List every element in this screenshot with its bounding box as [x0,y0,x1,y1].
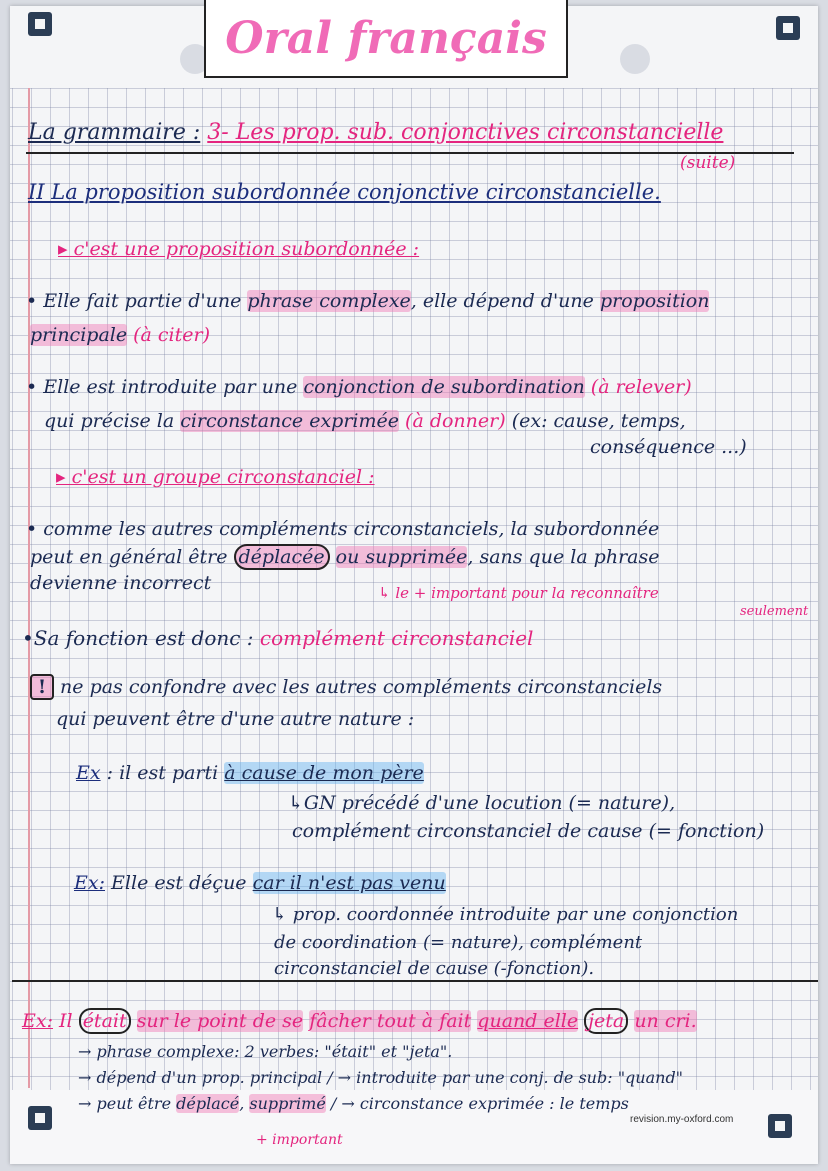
fonction-value: complément circonstanciel [259,626,534,650]
paragraph-3-line-2 [30,546,660,568]
punch-hole [620,44,650,74]
text: sur le point de se [136,1010,304,1032]
circled-etait: était [79,1008,131,1034]
text: un cri. [634,1010,697,1032]
example-3-line-3: → dépend d'un prop. principal / → introduite par une conj. de sub: "quand" [78,1068,684,1087]
paragraph-3-line-3: devienne incorrect [30,572,212,594]
paragraph-1-line-2 [30,324,210,346]
example-1-line-1 [76,762,424,784]
paragraph-2-line-2 [44,410,686,432]
text: , elle dépend d'une [410,290,594,312]
corner-mark-icon [768,1114,792,1138]
note-important: ↳ le + important pour la reconnaître [378,584,659,602]
section-2-title: II La proposition subordonnée conjonctive circonstancielle. [28,180,661,204]
note-a-citer: (à citer) [133,324,211,346]
paragraph-3-line-1: • comme les autres compléments circonstanciels, la subordonnée [26,518,660,540]
text: , sans que la phrase [467,546,660,568]
example-1-line-2: ↳GN précédé d'une locution (= nature), [288,792,676,814]
example-3-line-1 [22,1010,697,1032]
paragraph-2-line-1 [26,376,692,398]
highlight-deplace: déplacé [176,1094,240,1113]
text: : il est parti [106,762,219,784]
heading-suite: (suite) [680,153,736,173]
example-1-line-3: complément circonstanciel de cause (= fonction) [292,820,765,842]
example-2-line-4: circonstanciel de cause (-fonction). [274,958,595,979]
example-2-line-3: de coordination (= nature), complément [274,932,643,953]
text: •Sa fonction est donc : [22,626,254,650]
text: peut en général être [30,546,228,568]
note-a-donner: (à donner) [405,410,506,432]
divider [12,980,818,982]
circled-deplacee: déplacée [234,544,330,570]
highlight-a-cause: à cause de mon père [224,762,424,784]
note-seulement: seulement [740,604,809,619]
example-3-line-4 [78,1094,629,1113]
paragraph-4 [22,626,533,650]
heading-underline [26,152,794,154]
text: Elle est déçue [111,872,247,894]
highlight-supprime: supprimé [249,1094,326,1113]
paragraph-5-line-1 [30,674,662,700]
text: • Elle fait partie d'une [26,290,242,312]
example-label: Ex: [74,872,105,894]
text: quand elle [477,1010,579,1032]
circled-jeta: jeta [584,1008,628,1034]
example-label: Ex: [22,1010,53,1032]
footer-url: revision.my-oxford.com [630,1114,734,1125]
example-3-line-2: → phrase complexe: 2 verbes: "était" et "jeta". [78,1042,453,1061]
text: qui précise la [44,410,175,432]
example-2-line-1 [74,872,446,894]
heading-topic: 3- Les prop. sub. conjonctives circonstancielle [207,120,724,145]
subheading-groupe-circonstanciel: ▸ c'est un groupe circonstanciel : [56,466,375,488]
corner-mark-icon [776,16,800,40]
note-a-relever: (à relever) [590,376,692,398]
text: • Elle est introduite par une [26,376,298,398]
text: → peut être [78,1094,172,1113]
corner-mark-icon [28,12,52,36]
text: Il [59,1010,73,1032]
paragraph-5-line-2: qui peuvent être d'une autre nature : [56,708,415,730]
highlight-supprimee: ou supprimée [335,546,468,568]
highlight-proposition: proposition [599,290,710,312]
example-2-line-2: ↳ prop. coordonnée introduite par une conjonction [272,904,739,925]
note-plus-important: + important [256,1132,343,1148]
example-label: Ex [76,762,101,784]
highlight-circonstance: circonstance exprimée [180,410,399,432]
title-box [204,0,568,78]
highlight-phrase-complexe: phrase complexe [247,290,411,312]
highlight-car: car il n'est pas venu [252,872,446,894]
paragraph-1-line-1 [26,290,709,312]
heading-prefix: La grammaire : [28,120,201,145]
text: , [239,1094,245,1113]
heading-line [28,120,723,145]
page-title: Oral français [225,12,547,64]
text: (ex: cause, temps, [511,410,686,432]
warning-icon: ! [30,674,54,700]
text: / → circonstance exprimée : le temps [330,1094,629,1113]
corner-mark-icon [28,1106,52,1130]
highlight-principale: principale [30,324,128,346]
subheading-subordonnee: ▸ c'est une proposition subordonnée : [58,238,420,260]
paragraph-2-line-3: conséquence ...) [590,436,747,458]
text: ne pas confondre avec les autres compléments circonstanciels [60,676,663,698]
highlight-conjonction: conjonction de subordination [303,376,585,398]
text: fâcher tout à fait [309,1010,472,1032]
